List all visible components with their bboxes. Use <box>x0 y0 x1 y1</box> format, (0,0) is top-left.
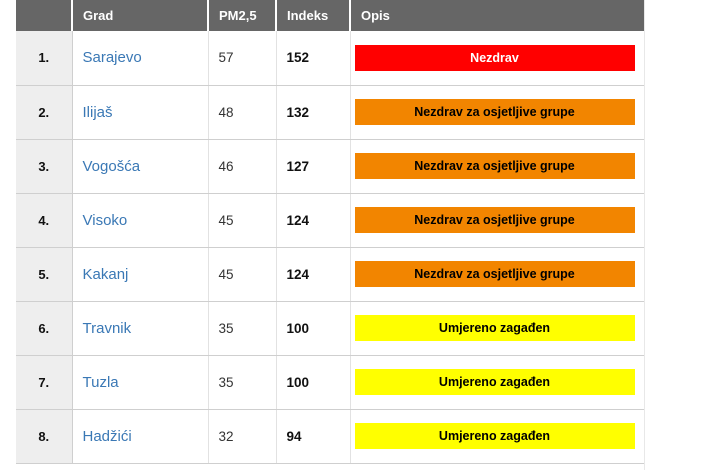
cell-description <box>350 85 644 139</box>
column-header-description: Opis <box>350 0 644 31</box>
city-link[interactable]: Vogošća <box>82 157 141 175</box>
cell-city <box>72 409 208 463</box>
table-row <box>16 85 644 139</box>
cell-rank: 3. <box>16 139 72 193</box>
status-badge: Umjereno zagađen <box>355 423 635 449</box>
city-link[interactable]: Hadžići <box>82 427 132 445</box>
cell-description <box>350 139 644 193</box>
cell-city <box>72 85 208 139</box>
cell-index: 100 <box>276 355 350 409</box>
right-margin <box>644 0 726 470</box>
cell-description <box>350 31 644 85</box>
table-row <box>16 301 644 355</box>
cell-index: 124 <box>276 193 350 247</box>
cell-city <box>72 301 208 355</box>
table-row <box>16 409 644 463</box>
table-row <box>16 139 644 193</box>
cell-city <box>72 193 208 247</box>
cell-rank: 1. <box>16 31 72 85</box>
city-link[interactable]: Ilijaš <box>82 103 113 121</box>
cell-city <box>72 31 208 85</box>
cell-pm25: 32 <box>208 409 276 463</box>
cell-city <box>72 355 208 409</box>
cell-description <box>350 193 644 247</box>
cell-index: 94 <box>276 409 350 463</box>
table-header <box>16 0 644 31</box>
cell-city <box>72 139 208 193</box>
cell-rank: 5. <box>16 247 72 301</box>
cell-pm25: 35 <box>208 301 276 355</box>
status-badge: Nezdrav za osjetljive grupe <box>355 99 635 125</box>
status-badge: Nezdrav za osjetljive grupe <box>355 153 635 179</box>
status-badge: Umjereno zagađen <box>355 369 635 395</box>
status-badge: Umjereno zagađen <box>355 315 635 341</box>
cell-index: 132 <box>276 85 350 139</box>
city-link[interactable]: Travnik <box>82 319 132 337</box>
cell-pm25: 48 <box>208 85 276 139</box>
cell-rank: 6. <box>16 301 72 355</box>
status-badge: Nezdrav <box>355 45 635 71</box>
table-row <box>16 31 644 85</box>
table-body <box>16 31 644 463</box>
cell-rank: 8. <box>16 409 72 463</box>
cell-pm25: 45 <box>208 193 276 247</box>
city-link[interactable]: Sarajevo <box>82 49 142 67</box>
table-header-row <box>16 0 644 31</box>
cell-pm25: 45 <box>208 247 276 301</box>
left-margin <box>0 0 16 470</box>
air-quality-table-wrapper <box>16 0 644 464</box>
status-badge: Nezdrav za osjetljive grupe <box>355 207 635 233</box>
cell-pm25: 46 <box>208 139 276 193</box>
city-link[interactable]: Tuzla <box>82 373 119 391</box>
cell-description <box>350 355 644 409</box>
cell-rank: 7. <box>16 355 72 409</box>
cell-index: 100 <box>276 301 350 355</box>
cell-description <box>350 409 644 463</box>
cell-pm25: 35 <box>208 355 276 409</box>
column-header-rank <box>16 0 72 31</box>
cell-index: 127 <box>276 139 350 193</box>
column-header-pm25: PM2,5 <box>208 0 276 31</box>
city-link[interactable]: Kakanj <box>82 265 129 283</box>
table-row <box>16 193 644 247</box>
cell-pm25: 57 <box>208 31 276 85</box>
cell-description <box>350 301 644 355</box>
status-badge: Nezdrav za osjetljive grupe <box>355 261 635 287</box>
cell-city <box>72 247 208 301</box>
column-header-index: Indeks <box>276 0 350 31</box>
cell-index: 124 <box>276 247 350 301</box>
cell-rank: 4. <box>16 193 72 247</box>
column-header-city: Grad <box>72 0 208 31</box>
cell-rank: 2. <box>16 85 72 139</box>
table-row <box>16 355 644 409</box>
city-link[interactable]: Visoko <box>82 211 128 229</box>
air-quality-table <box>16 0 644 464</box>
table-row <box>16 247 644 301</box>
cell-description <box>350 247 644 301</box>
cell-index: 152 <box>276 31 350 85</box>
